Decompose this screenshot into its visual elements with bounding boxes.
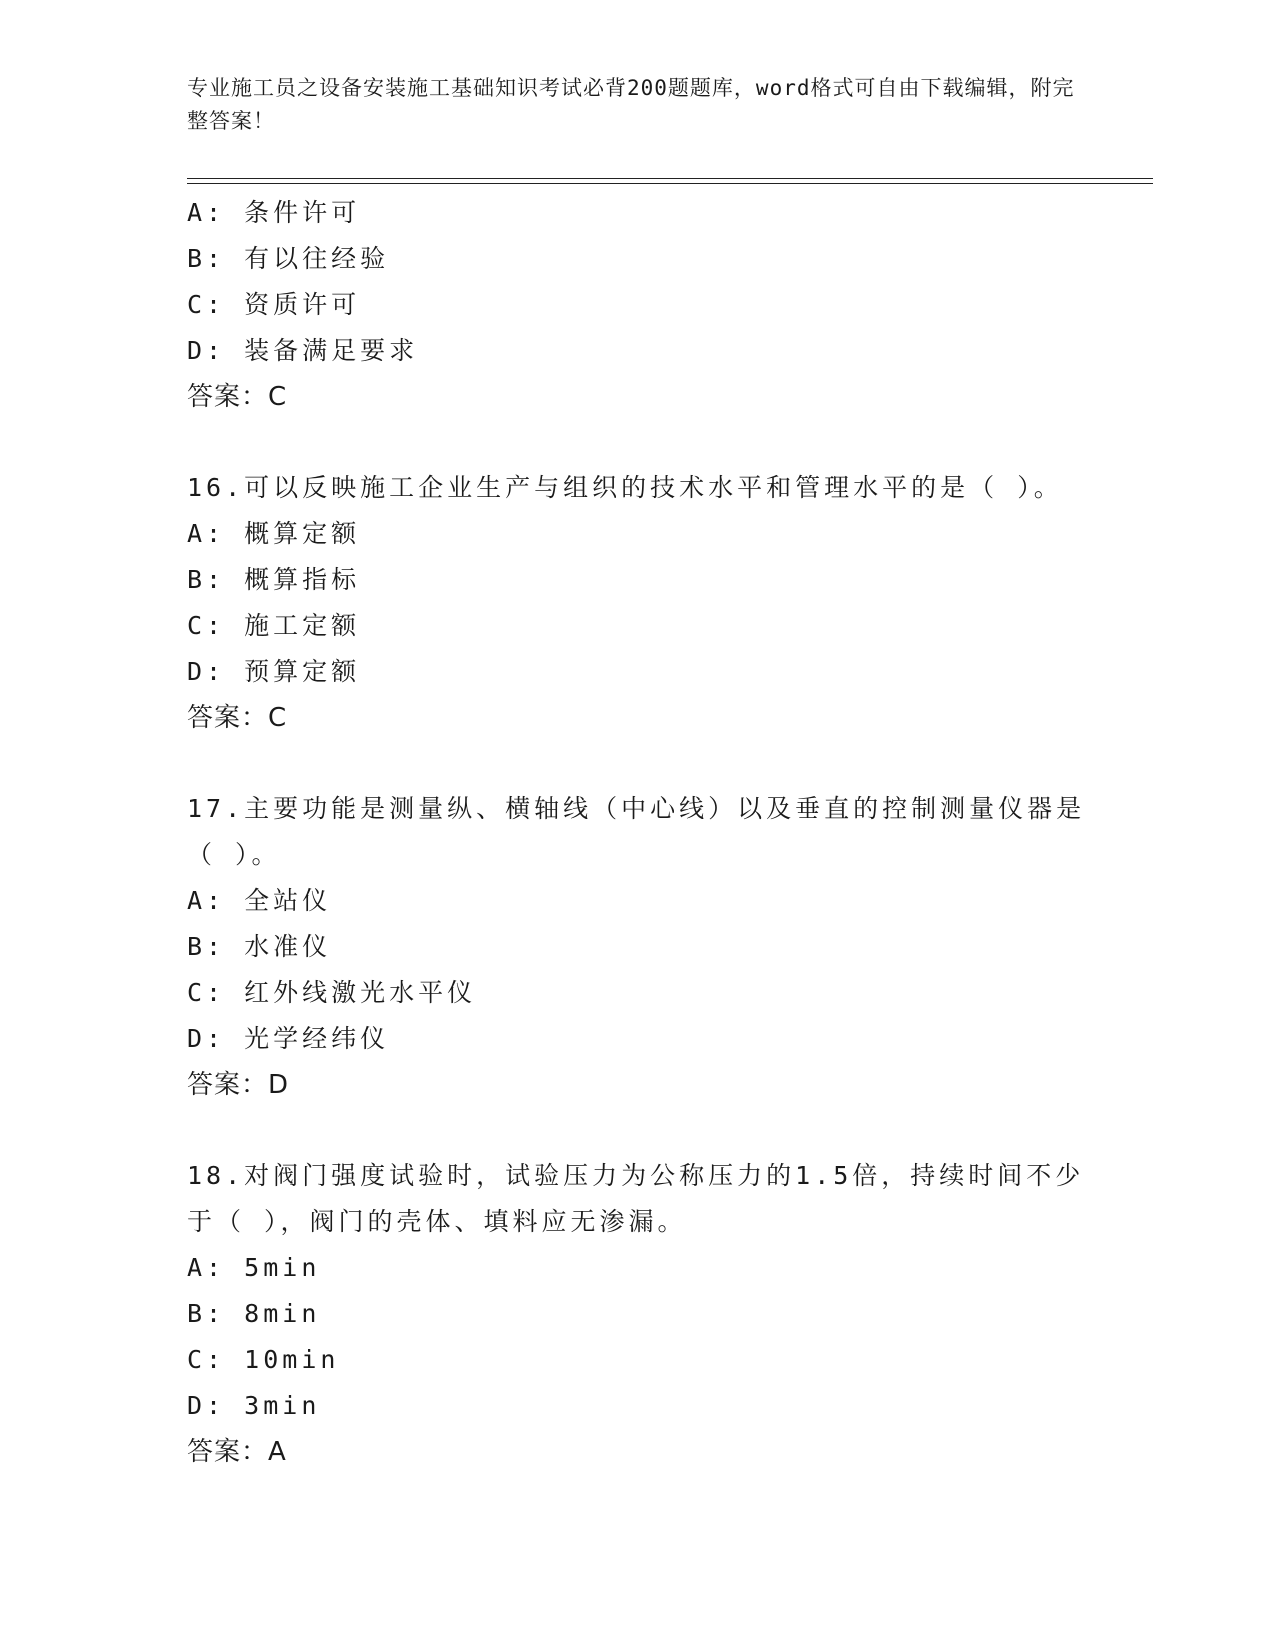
question-18: [187, 1153, 1087, 1475]
header-divider-bottom: [187, 183, 1153, 184]
option-d: D: 3min: [187, 1391, 321, 1420]
option-a: A: 全站仪: [187, 886, 332, 915]
option-c: C: 10min: [187, 1345, 340, 1374]
answer-line: 答案：C: [187, 703, 288, 733]
option-c: C: 红外线激光水平仪: [187, 978, 477, 1007]
answer-line: 答案：D: [187, 1070, 290, 1100]
answer-line: 答案：A: [187, 1437, 287, 1467]
option-b: B: 概算指标: [187, 565, 361, 594]
document-header: 专业施工员之设备安装施工基础知识考试必背200题题库，word格式可自由下载编辑，附完整答案！: [187, 76, 1075, 133]
question-stem: 17.主要功能是测量纵、横轴线（中心线）以及垂直的控制测量仪器是（ ）。: [187, 794, 1086, 869]
question-17: [187, 786, 1087, 1108]
option-d: D: 光学经纬仪: [187, 1024, 390, 1053]
option-c: C: 施工定额: [187, 611, 361, 640]
option-b: B: 8min: [187, 1299, 321, 1328]
option-b: B: 水准仪: [187, 932, 332, 961]
question-list: [187, 190, 1087, 1520]
option-a: A: 概算定额: [187, 519, 361, 548]
option-a: A: 5min: [187, 1253, 321, 1282]
header-divider-top: [187, 178, 1153, 179]
answer-line: 答案：C: [187, 382, 288, 412]
option-c: C: 资质许可: [187, 290, 361, 319]
question-stem: 16.可以反映施工企业生产与组织的技术水平和管理水平的是（ ）。: [187, 473, 1063, 502]
question-15-partial: [187, 190, 1087, 420]
option-b: B: 有以往经验: [187, 244, 390, 273]
question-stem: 18.对阀门强度试验时，试验压力为公称压力的1.5倍，持续时间不少于（ ），阀门的壳体、填料应无渗漏。: [187, 1161, 1085, 1236]
option-d: D: 装备满足要求: [187, 336, 419, 365]
option-d: D: 预算定额: [187, 657, 361, 686]
option-a: A: 条件许可: [187, 198, 361, 227]
question-16: [187, 465, 1087, 741]
